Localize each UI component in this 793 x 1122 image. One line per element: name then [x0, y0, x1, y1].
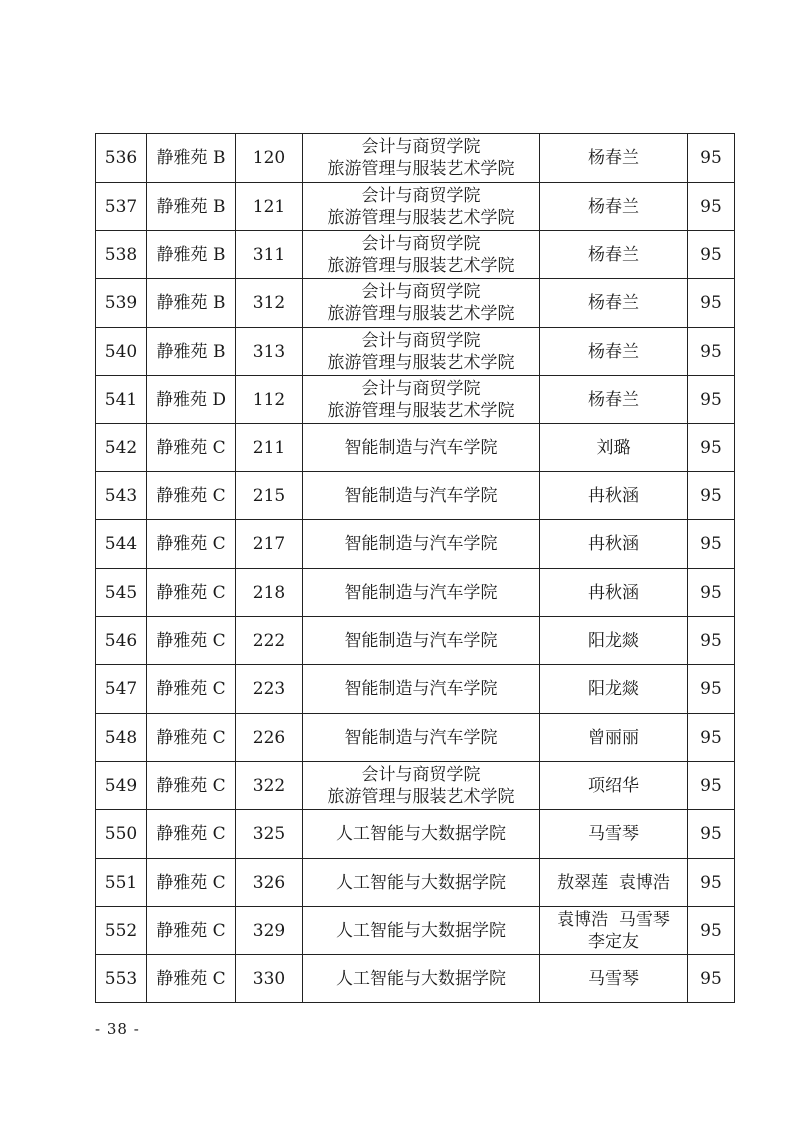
cell-room: 121	[236, 183, 303, 231]
cell-counselor	[540, 714, 688, 762]
cell-score: 95	[688, 617, 735, 665]
cell-counselor-line: 马雪琴	[588, 968, 639, 989]
cell-college	[303, 955, 540, 1003]
cell-counselor	[540, 810, 688, 859]
cell-score: 95	[688, 907, 735, 955]
table-row	[96, 134, 735, 183]
cell-counselor	[540, 569, 688, 617]
cell-number: 547	[96, 665, 147, 714]
cell-room: 329	[236, 907, 303, 955]
cell-college-line: 智能制造与汽车学院	[344, 485, 498, 506]
cell-number: 549	[96, 762, 147, 810]
cell-building: 静雅苑 C	[147, 665, 236, 714]
cell-college-line: 会计与商贸学院	[361, 330, 481, 351]
cell-score: 95	[688, 231, 735, 279]
cell-counselor	[540, 907, 688, 955]
cell-college-line: 旅游管理与服装艺术学院	[327, 159, 515, 179]
dormitory-score-table	[95, 133, 735, 1003]
cell-score: 95	[688, 183, 735, 231]
cell-counselor-line: 冉秋涵	[588, 485, 639, 506]
cell-room: 330	[236, 955, 303, 1003]
cell-counselor-line: 杨春兰	[588, 196, 639, 217]
cell-college	[303, 762, 540, 810]
cell-counselor-line: 阳龙燚	[588, 679, 639, 699]
cell-number: 539	[96, 279, 147, 328]
table-row	[96, 907, 735, 955]
table-row	[96, 472, 735, 520]
cell-counselor	[540, 328, 688, 376]
cell-number: 551	[96, 859, 147, 907]
table-row	[96, 328, 735, 376]
cell-room: 217	[236, 520, 303, 569]
cell-building: 静雅苑 C	[147, 472, 236, 520]
cell-college	[303, 569, 540, 617]
cell-counselor-line: 袁博浩 马雪琴	[557, 909, 670, 930]
cell-counselor-line: 项绍华	[588, 775, 639, 796]
cell-college-line: 会计与商贸学院	[361, 764, 481, 785]
cell-college	[303, 810, 540, 859]
cell-college	[303, 714, 540, 762]
cell-score: 95	[688, 520, 735, 569]
cell-counselor	[540, 183, 688, 231]
cell-number: 544	[96, 520, 147, 569]
cell-counselor	[540, 665, 688, 714]
table-row	[96, 810, 735, 859]
cell-college	[303, 859, 540, 907]
table-row	[96, 714, 735, 762]
cell-room: 312	[236, 279, 303, 328]
table-row	[96, 762, 735, 810]
cell-counselor-line: 李定友	[588, 931, 639, 952]
cell-college-line: 旅游管理与服装艺术学院	[327, 786, 515, 807]
cell-counselor-line: 冉秋涵	[588, 534, 639, 554]
cell-room: 120	[236, 134, 303, 183]
cell-score: 95	[688, 665, 735, 714]
cell-building: 静雅苑 C	[147, 569, 236, 617]
cell-counselor	[540, 424, 688, 472]
table-row	[96, 424, 735, 472]
table-row	[96, 183, 735, 231]
cell-building: 静雅苑 B	[147, 134, 236, 183]
cell-counselor	[540, 859, 688, 907]
cell-number: 546	[96, 617, 147, 665]
cell-college-line: 智能制造与汽车学院	[344, 727, 498, 748]
cell-room: 326	[236, 859, 303, 907]
cell-college	[303, 328, 540, 376]
cell-room: 223	[236, 665, 303, 714]
cell-college	[303, 617, 540, 665]
cell-college-line: 会计与商贸学院	[361, 378, 481, 399]
table-row	[96, 665, 735, 714]
cell-score: 95	[688, 859, 735, 907]
table-row	[96, 520, 735, 569]
cell-college-line: 人工智能与大数据学院	[336, 872, 506, 893]
cell-college-line: 会计与商贸学院	[361, 185, 481, 206]
cell-score: 95	[688, 569, 735, 617]
cell-counselor	[540, 472, 688, 520]
cell-building: 静雅苑 C	[147, 859, 236, 907]
cell-score: 95	[688, 472, 735, 520]
cell-counselor-line: 刘璐	[596, 437, 631, 458]
table-row	[96, 569, 735, 617]
cell-number: 540	[96, 328, 147, 376]
cell-building: 静雅苑 B	[147, 328, 236, 376]
cell-number: 545	[96, 569, 147, 617]
cell-building: 静雅苑 C	[147, 714, 236, 762]
cell-number: 541	[96, 376, 147, 424]
cell-number: 536	[96, 134, 147, 183]
cell-college-line: 智能制造与汽车学院	[344, 582, 498, 603]
cell-college-line: 智能制造与汽车学院	[344, 679, 498, 699]
cell-college	[303, 472, 540, 520]
cell-college-line: 旅游管理与服装艺术学院	[327, 207, 515, 228]
cell-building: 静雅苑 B	[147, 279, 236, 328]
cell-college-line: 旅游管理与服装艺术学院	[327, 400, 515, 421]
cell-counselor	[540, 762, 688, 810]
cell-building: 静雅苑 C	[147, 424, 236, 472]
cell-room: 325	[236, 810, 303, 859]
cell-building: 静雅苑 B	[147, 183, 236, 231]
cell-number: 548	[96, 714, 147, 762]
cell-counselor	[540, 231, 688, 279]
cell-counselor-line: 阳龙燚	[588, 630, 639, 651]
cell-college	[303, 907, 540, 955]
cell-number: 537	[96, 183, 147, 231]
cell-counselor	[540, 955, 688, 1003]
cell-number: 543	[96, 472, 147, 520]
cell-college	[303, 279, 540, 328]
cell-college-line: 旅游管理与服装艺术学院	[327, 304, 515, 324]
cell-room: 322	[236, 762, 303, 810]
cell-number: 538	[96, 231, 147, 279]
cell-college	[303, 665, 540, 714]
table-row	[96, 231, 735, 279]
cell-college-line: 会计与商贸学院	[361, 282, 481, 302]
cell-counselor-line: 杨春兰	[588, 148, 639, 168]
cell-counselor	[540, 134, 688, 183]
cell-counselor-line: 冉秋涵	[588, 582, 639, 603]
cell-building: 静雅苑 D	[147, 376, 236, 424]
cell-building: 静雅苑 C	[147, 520, 236, 569]
cell-number: 550	[96, 810, 147, 859]
cell-building: 静雅苑 C	[147, 810, 236, 859]
cell-number: 542	[96, 424, 147, 472]
cell-score: 95	[688, 328, 735, 376]
cell-college-line: 旅游管理与服装艺术学院	[327, 352, 515, 373]
cell-score: 95	[688, 714, 735, 762]
cell-score: 95	[688, 279, 735, 328]
cell-college	[303, 231, 540, 279]
cell-room: 215	[236, 472, 303, 520]
cell-building: 静雅苑 C	[147, 955, 236, 1003]
table-row	[96, 376, 735, 424]
cell-building: 静雅苑 B	[147, 231, 236, 279]
table-row	[96, 279, 735, 328]
cell-counselor	[540, 520, 688, 569]
table-row	[96, 859, 735, 907]
cell-counselor-line: 杨春兰	[588, 293, 639, 313]
cell-college-line: 智能制造与汽车学院	[344, 534, 498, 554]
cell-score: 95	[688, 810, 735, 859]
cell-counselor-line: 杨春兰	[588, 244, 639, 265]
cell-number: 553	[96, 955, 147, 1003]
cell-building: 静雅苑 C	[147, 762, 236, 810]
cell-room: 222	[236, 617, 303, 665]
cell-college	[303, 134, 540, 183]
cell-score: 95	[688, 762, 735, 810]
cell-counselor	[540, 279, 688, 328]
cell-counselor-line: 曾丽丽	[588, 727, 639, 748]
cell-college-line: 人工智能与大数据学院	[336, 920, 506, 941]
cell-room: 112	[236, 376, 303, 424]
cell-counselor-line: 马雪琴	[588, 824, 639, 844]
cell-college	[303, 520, 540, 569]
cell-score: 95	[688, 955, 735, 1003]
cell-counselor	[540, 376, 688, 424]
cell-college	[303, 424, 540, 472]
cell-score: 95	[688, 424, 735, 472]
cell-room: 311	[236, 231, 303, 279]
cell-room: 313	[236, 328, 303, 376]
cell-college-line: 旅游管理与服装艺术学院	[327, 255, 515, 276]
page-number: - 38 -	[95, 1020, 140, 1038]
cell-score: 95	[688, 134, 735, 183]
cell-number: 552	[96, 907, 147, 955]
cell-college-line: 智能制造与汽车学院	[344, 630, 498, 651]
cell-counselor-line: 敖翠莲 袁博浩	[557, 872, 670, 893]
cell-building: 静雅苑 C	[147, 907, 236, 955]
table-row	[96, 955, 735, 1003]
cell-college-line: 智能制造与汽车学院	[344, 437, 498, 458]
cell-college-line: 人工智能与大数据学院	[336, 824, 506, 844]
cell-room: 211	[236, 424, 303, 472]
cell-college-line: 会计与商贸学院	[361, 137, 481, 157]
cell-counselor-line: 杨春兰	[588, 389, 639, 410]
cell-college-line: 会计与商贸学院	[361, 233, 481, 254]
cell-building: 静雅苑 C	[147, 617, 236, 665]
cell-score: 95	[688, 376, 735, 424]
cell-room: 218	[236, 569, 303, 617]
cell-college-line: 人工智能与大数据学院	[336, 968, 506, 989]
cell-counselor	[540, 617, 688, 665]
cell-college	[303, 376, 540, 424]
cell-college	[303, 183, 540, 231]
cell-counselor-line: 杨春兰	[588, 341, 639, 362]
table-row	[96, 617, 735, 665]
cell-room: 226	[236, 714, 303, 762]
